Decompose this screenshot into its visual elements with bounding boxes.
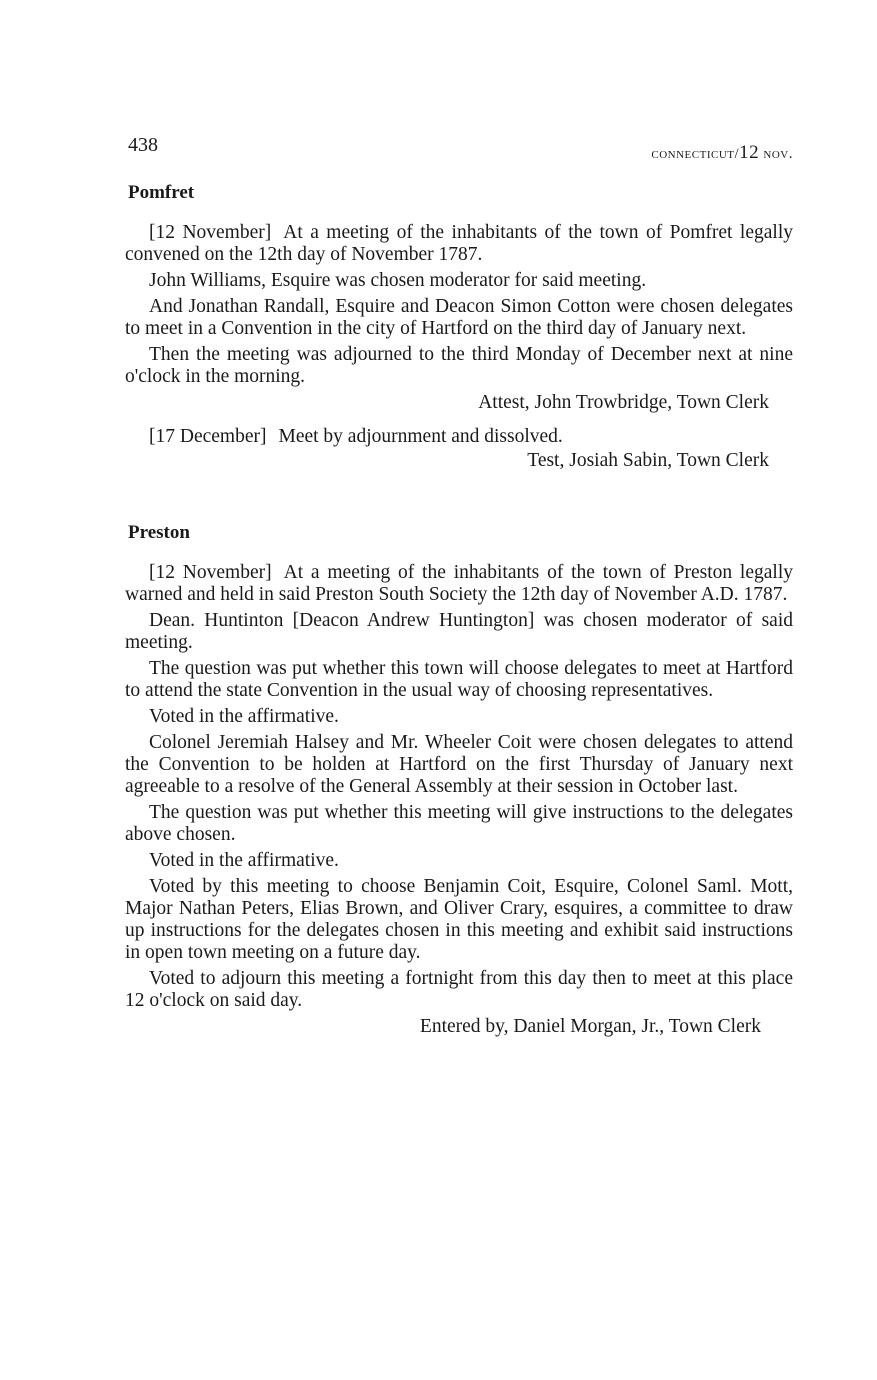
section-title-pomfret: Pomfret (128, 182, 195, 203)
running-title-month: nov. (759, 146, 793, 162)
page-number: 438 (128, 134, 158, 156)
preston-paragraph-3: The question was put whether this town will choose delegates to meet at Hartford to attend the state Convention in the usual way of choosing representatives. (125, 658, 793, 701)
pomfret-paragraph-3: And Jonathan Randall, Esquire and Deacon Simon Cotton were chosen delegates to meet in a Convention in the city of Hartford on the third day of January next. (125, 296, 793, 339)
preston-paragraph-6: The question was put whether this meeting will give instructions to the delegates above chosen. (125, 802, 793, 845)
running-title (651, 142, 793, 164)
preston-paragraph-4: Voted in the affirmative. (149, 706, 339, 727)
pomfret-paragraph-4: Then the meeting was adjourned to the third Monday of December next at nine o'clock in the morning. (125, 344, 793, 387)
section-title-preston: Preston (128, 522, 190, 543)
pomfret-text-1: At a meeting of the inhabitants of the town of Pomfret legally convened on the 12th day of November 1787. (125, 222, 793, 265)
preston-paragraph-9: Voted to adjourn this meeting a fortnight from this day then to meet at this place 12 o'clock on said day. (125, 968, 793, 1011)
running-head (125, 130, 793, 170)
pomfret-paragraph-5 (125, 426, 793, 448)
preston-paragraph-1 (125, 562, 793, 606)
pomfret-attest-signature: Attest, John Trowbridge, Town Clerk (478, 392, 769, 413)
pomfret-date-2: [17 December] (149, 426, 267, 447)
pomfret-paragraph-2: John Williams, Esquire was chosen moderator for said meeting. (149, 270, 647, 291)
running-title-state: connecticut/ (651, 146, 740, 162)
preston-entered-signature: Entered by, Daniel Morgan, Jr., Town Clerk (419, 1016, 761, 1037)
preston-text-1: At a meeting of the inhabitants of the town of Preston legally warned and held in said Preston South Society the 12th day of November A.D. 1787. (125, 562, 793, 605)
preston-paragraph-2: Dean. Huntinton [Deacon Andrew Huntington] was chosen moderator of said meeting. (125, 610, 793, 653)
document-page (125, 130, 793, 1050)
pomfret-paragraph-1 (125, 222, 793, 266)
preston-date-1: [12 November] (149, 562, 272, 583)
preston-paragraph-8: Voted by this meeting to choose Benjamin Coit, Esquire, Colonel Saml. Mott, Major Nathan Peters, Elias Brown, and Oliver Crary, esquires, a committee to draw up instructions for the delegates chosen in this meeting and exhibit said instructions in open town meeting on a future day. (125, 876, 793, 963)
pomfret-date-1: [12 November] (149, 222, 272, 243)
preston-paragraph-5: Colonel Jeremiah Halsey and Mr. Wheeler Coit were chosen delegates to attend the Convention to be holden at Hartford on the first Thursday of January next agreeable to a resolve of the General Assembly at their session in October last. (125, 732, 793, 797)
running-title-day: 12 (739, 142, 760, 163)
pomfret-text-5: Meet by adjournment and dissolved. (278, 426, 563, 447)
pomfret-test-signature: Test, Josiah Sabin, Town Clerk (527, 450, 769, 471)
preston-paragraph-7: Voted in the affirmative. (149, 850, 339, 871)
